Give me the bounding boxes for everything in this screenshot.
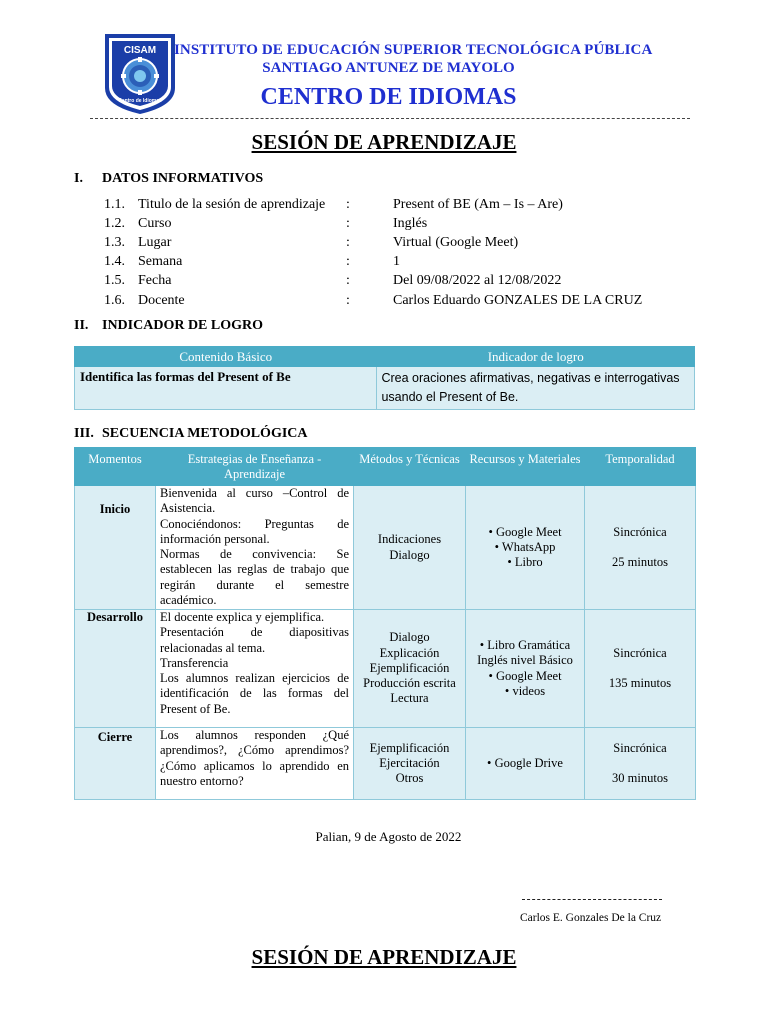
- strategy-item: Conociéndonos: Preguntas de información personal.: [160, 516, 349, 546]
- section-2-number: II.: [74, 318, 89, 333]
- section-2-heading: [74, 318, 263, 334]
- methods-cell: [354, 728, 466, 800]
- strategy-item: El docente explica y ejemplifica.: [160, 610, 325, 624]
- institution-line2: SANTIAGO ANTUNEZ DE MAYOLO: [262, 60, 515, 76]
- time-mode: Sincrónica: [613, 646, 667, 661]
- resource-item: • Libro Gramática Inglés nivel Básico: [467, 638, 583, 669]
- methodology-table-header: [75, 448, 696, 486]
- resource-item: • Google Meet: [467, 525, 583, 540]
- method-item: Ejemplificación: [369, 660, 450, 675]
- strategy-item: Transferencia: [160, 655, 229, 670]
- resource-item: • WhatsApp: [467, 540, 583, 555]
- header-contenido: Contenido Básico: [75, 347, 377, 367]
- header-momentos: Momentos: [75, 448, 156, 486]
- table-row: [75, 486, 696, 610]
- page-title: SESIÓN DE APRENDIZAJE: [251, 130, 517, 154]
- section-3-number: III.: [74, 426, 94, 441]
- resources-cell: [466, 728, 585, 800]
- strategies-cell: [156, 486, 354, 610]
- section-3-title: SECUENCIA METODOLÓGICA: [102, 426, 308, 441]
- info-colon: :: [346, 293, 350, 308]
- method-item: Lectura: [390, 691, 429, 706]
- info-value: Del 09/08/2022 al 12/08/2022: [393, 273, 562, 288]
- time-mode: Sincrónica: [613, 525, 667, 540]
- strategy-item: Los alumnos responden ¿Qué aprendimos?, ¿Cómo aprendimos? ¿Cómo aplicamos lo aprendido en nuestro entorno?: [160, 728, 349, 788]
- info-label: Lugar: [138, 235, 172, 250]
- info-value: Inglés: [393, 216, 428, 231]
- section-2-title: INDICADOR DE LOGRO: [102, 318, 264, 333]
- strategy-item: Bienvenida al curso –Control de Asistencia.: [160, 486, 349, 516]
- info-number: 1.3.: [104, 235, 125, 250]
- method-item: Dialogo: [389, 630, 430, 645]
- content-cell: Identifica las formas del Present of Be: [75, 367, 377, 410]
- info-number: 1.1.: [104, 197, 125, 212]
- time-duration: 25 minutos: [612, 554, 668, 569]
- place-date: Palian, 9 de Agosto de 2022: [315, 829, 462, 844]
- info-label: Docente: [138, 293, 185, 308]
- method-item: Ejercitación: [379, 755, 440, 770]
- info-colon: :: [346, 235, 350, 250]
- strategy-item: Presentación de diapositivas relacionadas al tema.: [160, 625, 349, 655]
- resource-item: • Libro: [467, 555, 583, 570]
- time-duration: 30 minutos: [612, 770, 668, 785]
- info-label: Curso: [138, 216, 172, 231]
- method-item: Producción escrita: [363, 676, 456, 691]
- info-value: 1: [393, 254, 400, 269]
- moment-cell: Desarrollo: [75, 610, 156, 728]
- section-1-title: DATOS INFORMATIVOS: [102, 171, 264, 186]
- info-colon: :: [346, 273, 350, 288]
- time-duration: 135 minutos: [608, 675, 672, 690]
- resource-item: • Google Meet: [467, 669, 583, 684]
- resources-cell: [466, 486, 585, 610]
- table-row: [75, 728, 696, 800]
- section-1-number: I.: [74, 171, 83, 186]
- info-number: 1.2.: [104, 216, 125, 231]
- header-temporalidad: Temporalidad: [585, 448, 696, 486]
- info-colon: :: [346, 254, 350, 269]
- info-colon: :: [346, 197, 350, 212]
- section-1-heading: [74, 171, 263, 187]
- info-number: 1.5.: [104, 273, 125, 288]
- info-value: Virtual (Google Meet): [393, 235, 519, 250]
- indicator-table: [74, 346, 695, 410]
- resource-item: • videos: [467, 684, 583, 699]
- time-mode: Sincrónica: [613, 741, 667, 756]
- centro-title: CENTRO DE IDIOMAS: [260, 84, 517, 110]
- info-number: 1.6.: [104, 293, 125, 308]
- section-3-heading: [74, 426, 308, 442]
- strategies-cell: [156, 610, 354, 728]
- methods-cell: [354, 610, 466, 728]
- logo-text-bottom: Centro de Idiomas: [118, 98, 162, 104]
- info-label: Titulo de la sesión de aprendizaje: [138, 197, 326, 212]
- header-metodos: Métodos y Técnicas: [354, 448, 466, 486]
- institution-line1: INSTITUTO DE EDUCACIÓN SUPERIOR TECNOLÓGICA PÚBLICA: [174, 42, 653, 58]
- moment-cell: Cierre: [75, 728, 156, 800]
- strategies-cell: [156, 728, 354, 800]
- methods-cell: [354, 486, 466, 610]
- resources-cell: [466, 610, 585, 728]
- method-item: Ejemplificación: [369, 740, 450, 755]
- method-item: Otros: [395, 771, 424, 786]
- signature-line: [522, 899, 662, 900]
- signature-name: Carlos E. Gonzales De la Cruz: [520, 912, 662, 924]
- info-label: Semana: [138, 254, 183, 269]
- strategy-item: Normas de convivencia: Se establecen las reglas de trabajo que regirán durante el semestre académico.: [160, 547, 349, 608]
- info-label: Fecha: [138, 273, 172, 288]
- strategy-item: Los alumnos realizan ejercicios de identificación de las formas del Present of Be.: [160, 671, 349, 716]
- info-colon: :: [346, 216, 350, 231]
- resource-item: • Google Drive: [467, 756, 583, 771]
- methodology-table: [74, 447, 696, 800]
- method-item: Indicaciones: [377, 532, 442, 547]
- time-cell: [585, 728, 696, 800]
- indicator-cell: Crea oraciones afirmativas, negativas e interrogativas usando el Present of Be.: [377, 367, 695, 410]
- header-recursos: Recursos y Materiales: [466, 448, 585, 486]
- indicator-table-header: [75, 347, 695, 367]
- time-cell: [585, 610, 696, 728]
- indicator-row: [75, 367, 695, 410]
- header-estrategias: Estrategias de Enseñanza - Aprendizaje: [156, 448, 354, 486]
- next-page-title: SESIÓN DE APRENDIZAJE: [251, 945, 517, 969]
- moment-cell: Inicio: [75, 486, 156, 610]
- method-item: Explicación: [379, 645, 440, 660]
- info-number: 1.4.: [104, 254, 125, 269]
- header-indicador: Indicador de logro: [377, 347, 695, 367]
- info-value: Carlos Eduardo GONZALES DE LA CRUZ: [393, 293, 643, 308]
- method-item: Dialogo: [389, 547, 430, 562]
- info-value: Present of BE (Am – Is – Are): [393, 197, 563, 212]
- logo-text-top: CISAM: [123, 45, 157, 56]
- table-row: [75, 610, 696, 728]
- header-divider: [90, 118, 690, 119]
- time-cell: [585, 486, 696, 610]
